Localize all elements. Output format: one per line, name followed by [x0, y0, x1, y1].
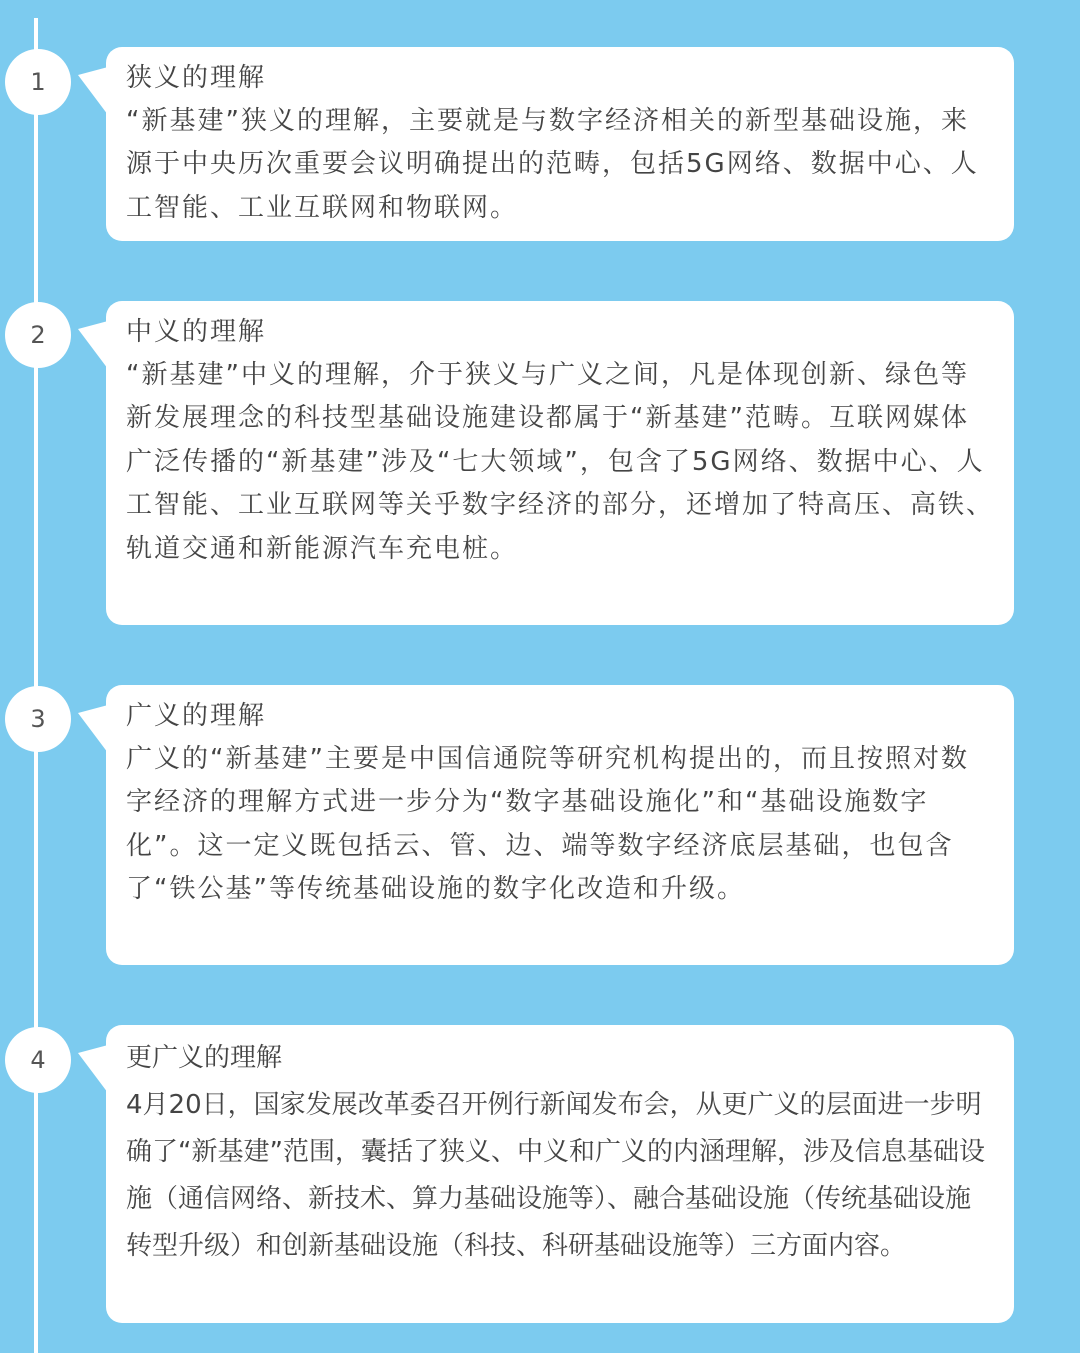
card-body: “新基建”中义的理解，介于狭义与广义之间，凡是体现创新、绿色等新发展理念的科技型基础设施建设都属于“新基建”范畴。互联网媒体广泛传播的“新基建”涉及“七大领域”，包含了5G网络、数据中心、人工智能、工业互联网等关乎数字经济的部分，还增加了特高压、高铁、轨道交通和新能源汽车充电桩。 [126, 360, 995, 564]
card-broader-understanding [106, 1025, 1014, 1323]
card-narrow-understanding [106, 47, 1014, 241]
card-body: “新基建”狭义的理解，主要就是与数字经济相关的新型基础设施，来源于中央历次重要会议明确提出的范畴，包括5G网络、数据中心、人工智能、工业互联网和物联网。 [126, 106, 979, 223]
card-title: 狭义的理解 [126, 63, 267, 93]
timeline-marker-3: 3 [5, 686, 71, 752]
timeline-marker-4: 4 [5, 1027, 71, 1093]
card-title: 更广义的理解 [126, 1043, 283, 1073]
card-body: 4月20日，国家发展改革委召开例行新闻发布会，从更广义的层面进一步明确了“新基建”范围，囊括了狭义、中义和广义的内涵理解，涉及信息基础设施（通信网络、新技术、算力基础设施等）、融合基础设施（传统基础设施转型升级）和创新基础设施（科技、科研基础设施等）三方面内容。 [126, 1090, 985, 1261]
timeline-marker-1: 1 [5, 49, 71, 115]
card-title: 中义的理解 [126, 317, 267, 347]
timeline-marker-2: 2 [5, 302, 71, 368]
card-broad-understanding [106, 685, 1014, 965]
card-title: 广义的理解 [126, 701, 267, 731]
card-middle-understanding [106, 301, 1014, 625]
card-body: 广义的“新基建”主要是中国信通院等研究机构提出的，而且按照对数字经济的理解方式进一步分为“数字基础设施化”和“基础设施数字化”。这一定义既包括云、管、边、端等数字经济底层基础，也包含了“铁公基”等传统基础设施的数字化改造和升级。 [126, 744, 969, 905]
